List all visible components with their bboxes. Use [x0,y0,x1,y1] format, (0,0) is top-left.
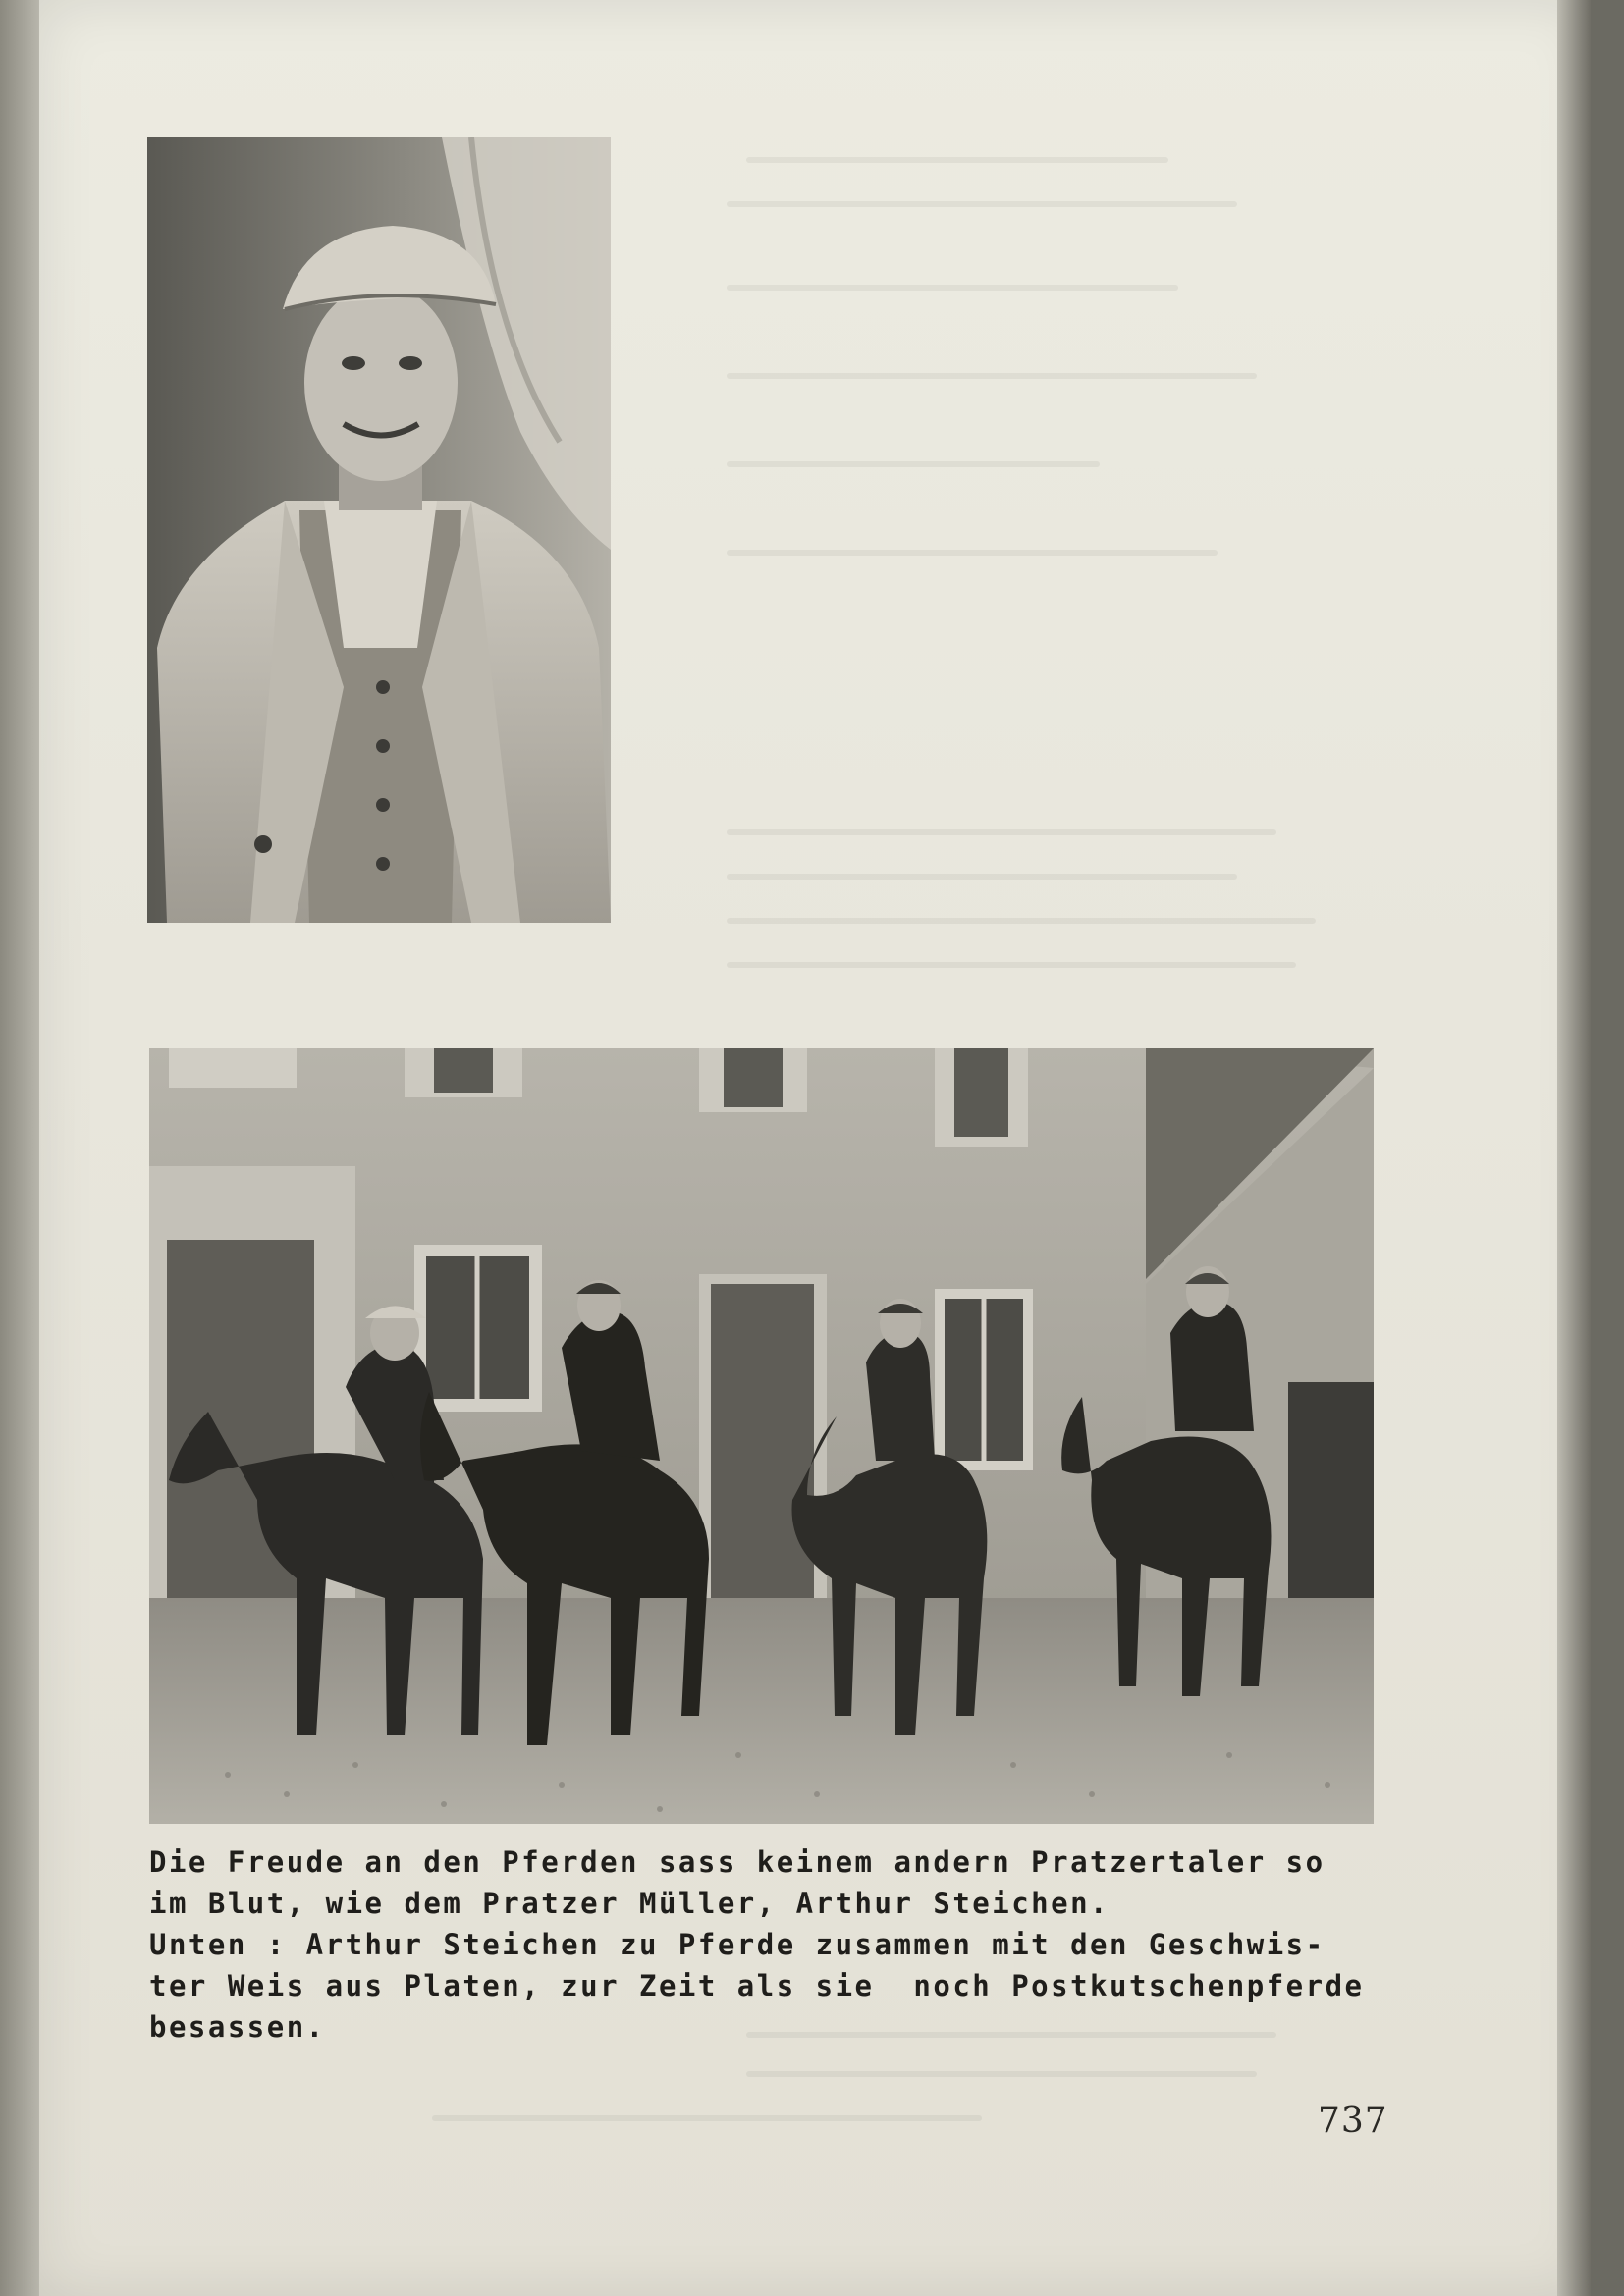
page-edge-shadow [1557,0,1591,2296]
riders-photo [149,1048,1374,1824]
book-spine-shadow [0,0,39,2296]
caption-line-3: Unten : Arthur Steichen zu Pferde zusammen mit den Geschwis- [149,1928,1326,1961]
portrait-photo-icon [147,137,611,923]
caption-line-1: Die Freude an den Pferden sass keinem andern Pratzertaler so [149,1845,1326,1879]
caption-line-4: ter Weis aus Platen, zur Zeit als sie noch Postkutschenpferde [149,1969,1365,2002]
page-number: 737 [1318,2101,1388,2141]
caption-line-5: besassen. [149,2010,326,2044]
photo-caption [149,1842,1435,2048]
riders-photo-icon [149,1048,1374,1824]
caption-line-2: im Blut, wie dem Pratzer Müller, Arthur Steichen. [149,1887,1110,1920]
portrait-photo [147,137,611,923]
